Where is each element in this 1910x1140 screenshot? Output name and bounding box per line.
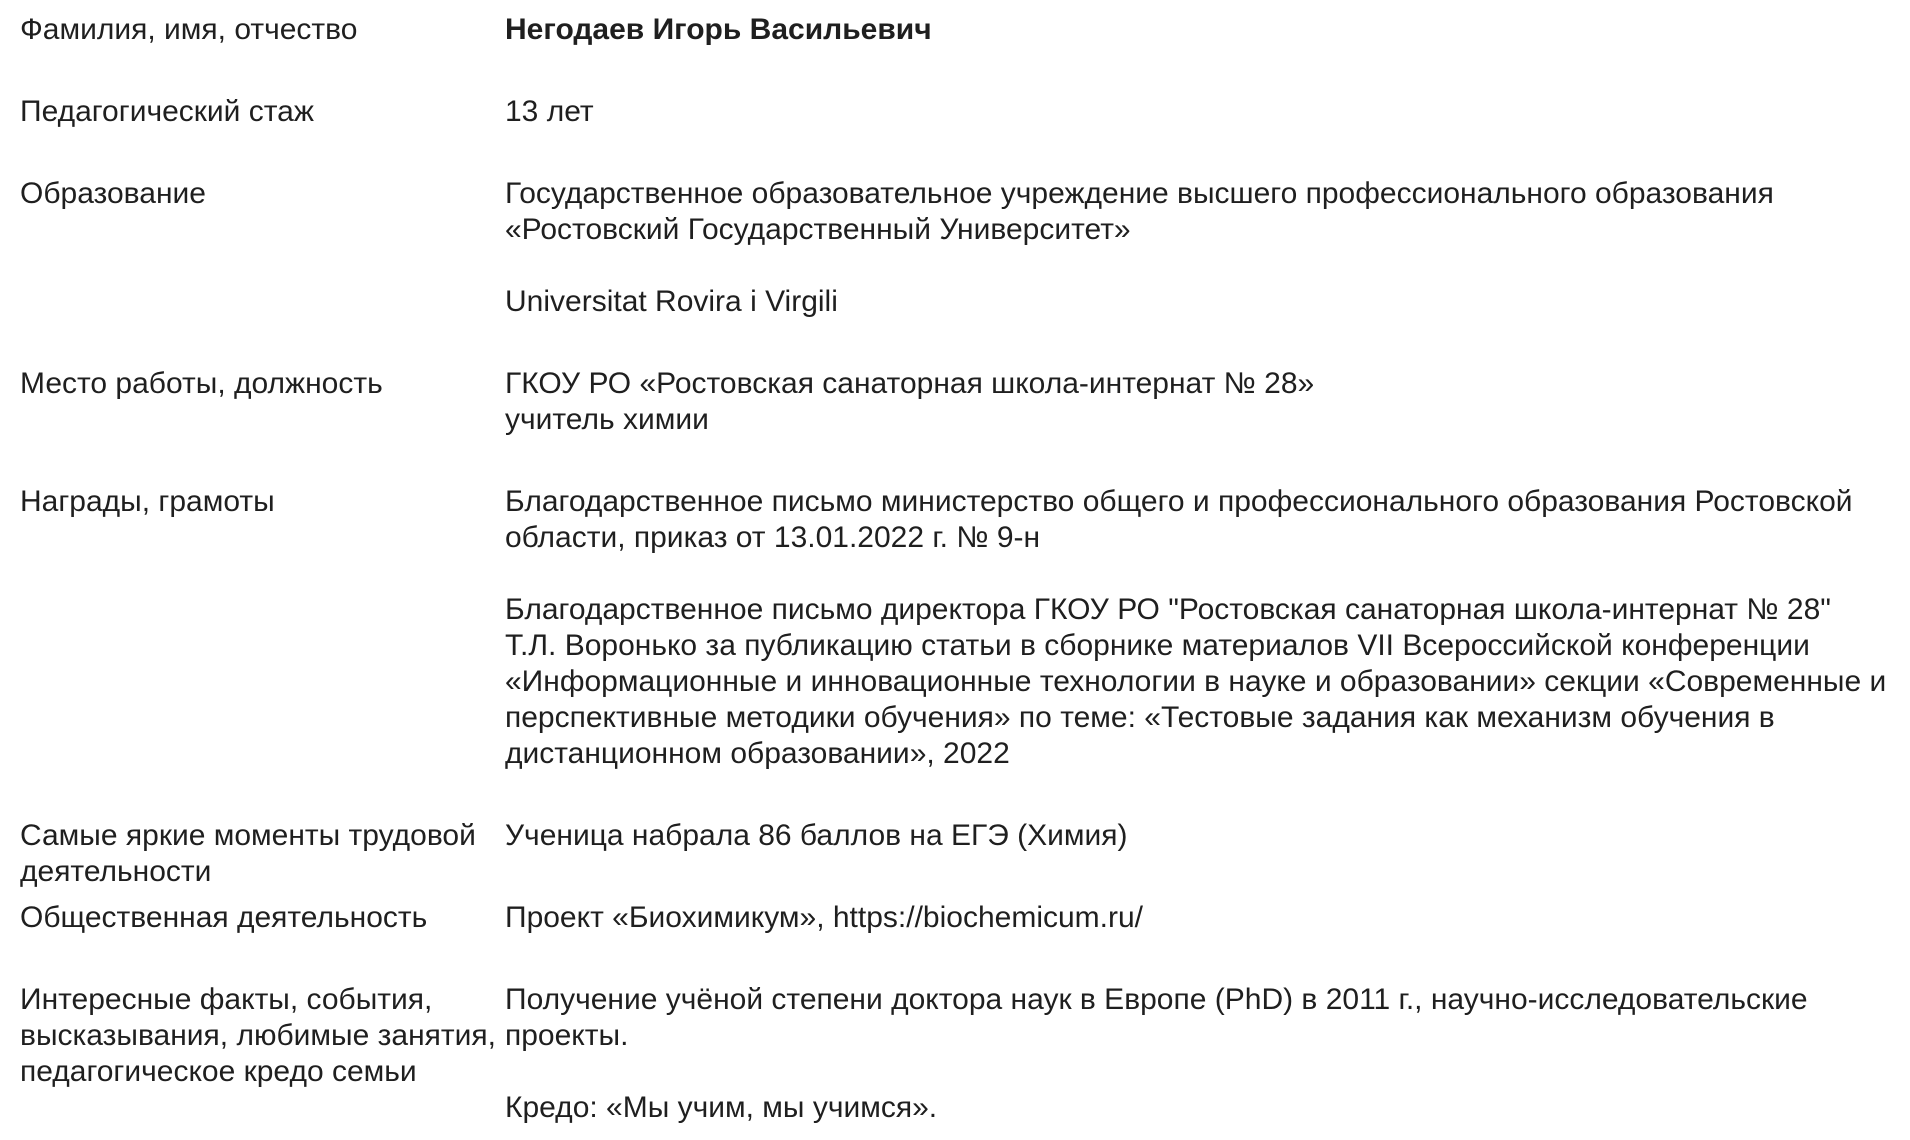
row-teaching-experience [20, 94, 1890, 130]
label-workplace: Место работы, должность [20, 367, 383, 400]
award-item: Благодарственное письмо директора ГКОУ РО "Ростовская санаторная школа-интернат № 28" Т.Л. Воронько за публикацию статьи в сборнике материалов VII Всероссийской конференции «Информационные и инновационные технологии в науке и образовании» секции «Современные и перспективные методики обучения» по теме: «Тестовые задания как механизм обучения в дистанционном образовании», 2022 [505, 593, 1887, 770]
award-item: Благодарственное письмо министерство общего и профессионального образования Ростовской области, приказ от 13.01.2022 г. № 9-н [505, 485, 1853, 554]
label-education: Образование [20, 177, 206, 210]
label-teaching-experience: Педагогический стаж [20, 95, 314, 128]
value-awards [505, 484, 1890, 772]
label-awards: Награды, грамоты [20, 485, 275, 518]
value-education [505, 176, 1890, 320]
public-activity-item: Проект «Биохимикум», https://biochemicum.ru/ [505, 901, 1143, 934]
value-highlights [505, 818, 1890, 854]
row-awards [20, 484, 1890, 772]
value-interesting-facts [505, 982, 1890, 1126]
row-workplace [20, 366, 1890, 438]
teaching-experience-text: 13 лет [505, 95, 594, 128]
education-item: Государственное образовательное учреждение высшего профессионального образования «Ростовский Государственный Университет» [505, 177, 1774, 246]
fact-item: Получение учёной степени доктора наук в Европе (PhD) в 2011 г., научно-исследовательские проекты. [505, 983, 1808, 1052]
teacher-name: Негодаев Игорь Васильевич [505, 13, 932, 46]
label-full-name: Фамилия, имя, отчество [20, 13, 358, 46]
row-interesting-facts [20, 982, 1890, 1126]
row-education [20, 176, 1890, 320]
label-public-activity: Общественная деятельность [20, 901, 428, 934]
credo-item: Кредо: «Мы учим, мы учимся». [505, 1091, 938, 1124]
value-full-name [505, 12, 1890, 48]
value-workplace [505, 366, 1890, 438]
highlight-item: Ученица набрала 86 баллов на ЕГЭ (Химия) [505, 819, 1128, 852]
value-public-activity [505, 900, 1890, 936]
label-highlights: Самые яркие моменты трудовой деятельности [20, 819, 476, 888]
value-teaching-experience [505, 94, 1890, 130]
education-item: Universitat Rovira i Virgili [505, 285, 838, 318]
row-full-name [20, 12, 1890, 48]
workplace-school: ГКОУ РО «Ростовская санаторная школа-интернат № 28» [505, 367, 1315, 400]
workplace-position: учитель химии [505, 403, 709, 436]
row-public-activity [20, 900, 1890, 936]
label-interesting-facts: Интересные факты, события, высказывания, любимые занятия, педагогическое кредо семьи [20, 983, 496, 1088]
row-highlights [20, 818, 1890, 890]
